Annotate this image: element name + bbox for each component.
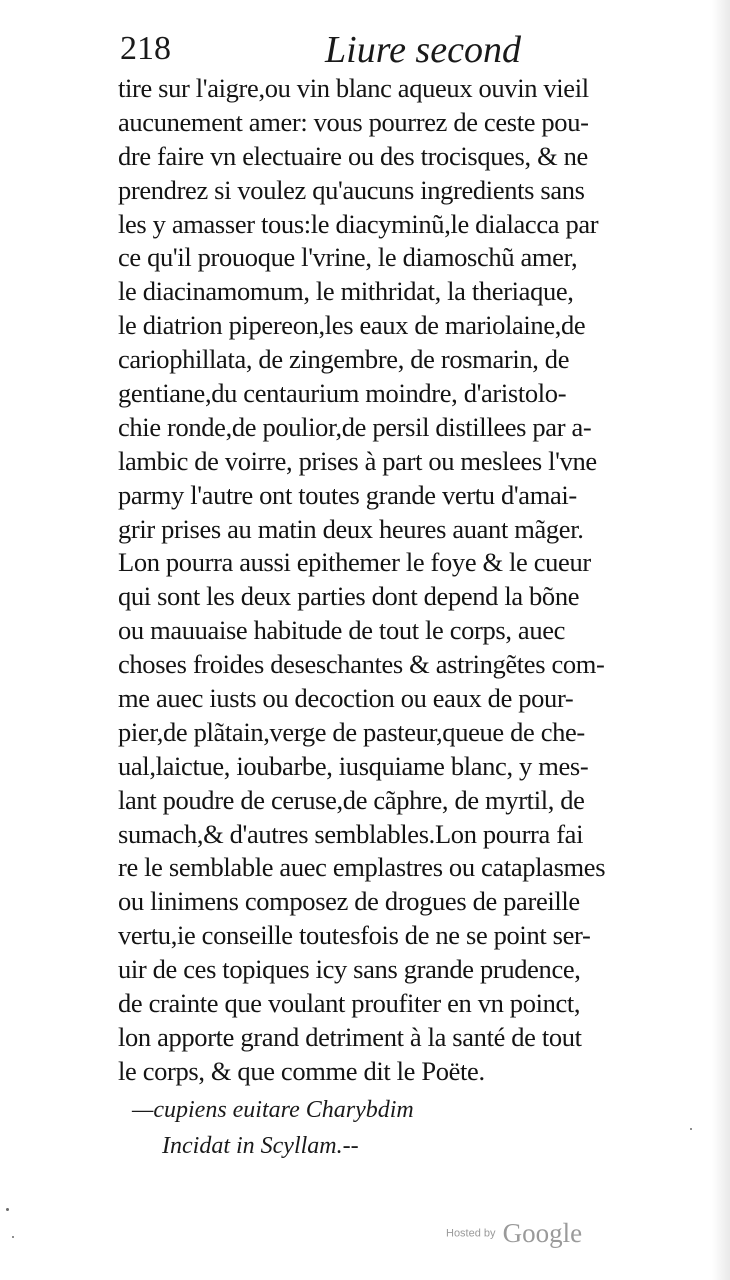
text-line: les y amasser tous:le diacyminũ,le dialacca par [118,208,599,239]
google-logo: Google [502,1218,583,1248]
text-line: qui sont les deux parties dont depend la bõne [118,581,580,612]
text-line: dre faire vn electuaire ou des trocisques, & ne [118,140,588,171]
text-line: ou linimens composez de drogues de pareille [118,886,580,917]
text-line: de crainte que voulant proufiter en vn poinct, [118,988,581,1019]
text-line: re le semblable auec emplastres ou cataplasmes [118,852,606,883]
watermark-prefix: Hosted by [446,1227,496,1240]
text-line: lant poudre de ceruse,de cãphre, de myrtil, de [118,784,585,815]
text-line: chie ronde,de poulior,de persil distillees par a- [118,411,592,442]
text-line: le diatrion pipereon,les eaux de mariolaine,de [118,310,586,341]
text-line: choses froides deseschantes & astringẽtes com- [118,649,605,680]
body-text [118,72,678,1089]
page-header [120,28,540,76]
page-number: 218 [120,30,171,67]
quote-line: —cupiens euitare Charybdim [132,1097,414,1123]
text-line: lambic de voirre, prises à part ou meslees l'vne [118,445,597,476]
text-line: tire sur l'aigre,ou vin blanc aqueux ouvin vieil [118,73,589,103]
text-line: aucunement amer: vous pourrez de ceste pou- [118,106,589,137]
quote-line: Incidat in Scyllam.-- [162,1133,359,1159]
scan-speck [690,1128,692,1130]
hosted-by-watermark [446,1218,582,1254]
text-line: pier,de plãtain,verge de pasteur,queue de che- [118,716,585,747]
text-line: le corps, & que comme dit le Poëte. [118,1055,485,1086]
scan-speck [6,1208,9,1211]
text-line: lon apporte grand detriment à la santé de tout [118,1021,582,1052]
text-line: ou mauuaise habitude de tout le corps, auec [118,615,566,646]
text-line: Lon pourra aussi epithemer le foye & le cueur [118,547,591,578]
text-line: le diacinamomum, le mithridat, la theriaque, [118,276,574,307]
text-line: cariophillata, de zingembre, de rosmarin, de [118,344,570,375]
running-title: Liure second [325,29,521,71]
text-line: ce qu'il prouoque l'vrine, le diamoschũ amer, [118,242,578,273]
text-line: prendrez si voulez qu'aucuns ingredients sans [118,174,585,205]
scan-speck [12,1236,14,1238]
text-line: vertu,ie conseille toutesfois de ne se point ser- [118,920,591,951]
text-line: gentiane,du centaurium moindre, d'aristolo- [118,378,567,409]
text-line: me auec iusts ou decoction ou eaux de pour- [118,683,574,714]
text-line: sumach,& d'autres semblables.Lon pourra fai [118,818,584,849]
text-line: grir prises au matin deux heures auant mãger. [118,513,584,544]
page-gutter-shadow [712,0,730,1280]
text-line: ual,laictue, ioubarbe, iusquiame blanc, y mes- [118,750,589,781]
text-line: uir de ces topiques icy sans grande prudence, [118,954,581,985]
text-line: parmy l'autre ont toutes grande vertu d'amai- [118,479,577,510]
latin-quotation [132,1092,552,1164]
